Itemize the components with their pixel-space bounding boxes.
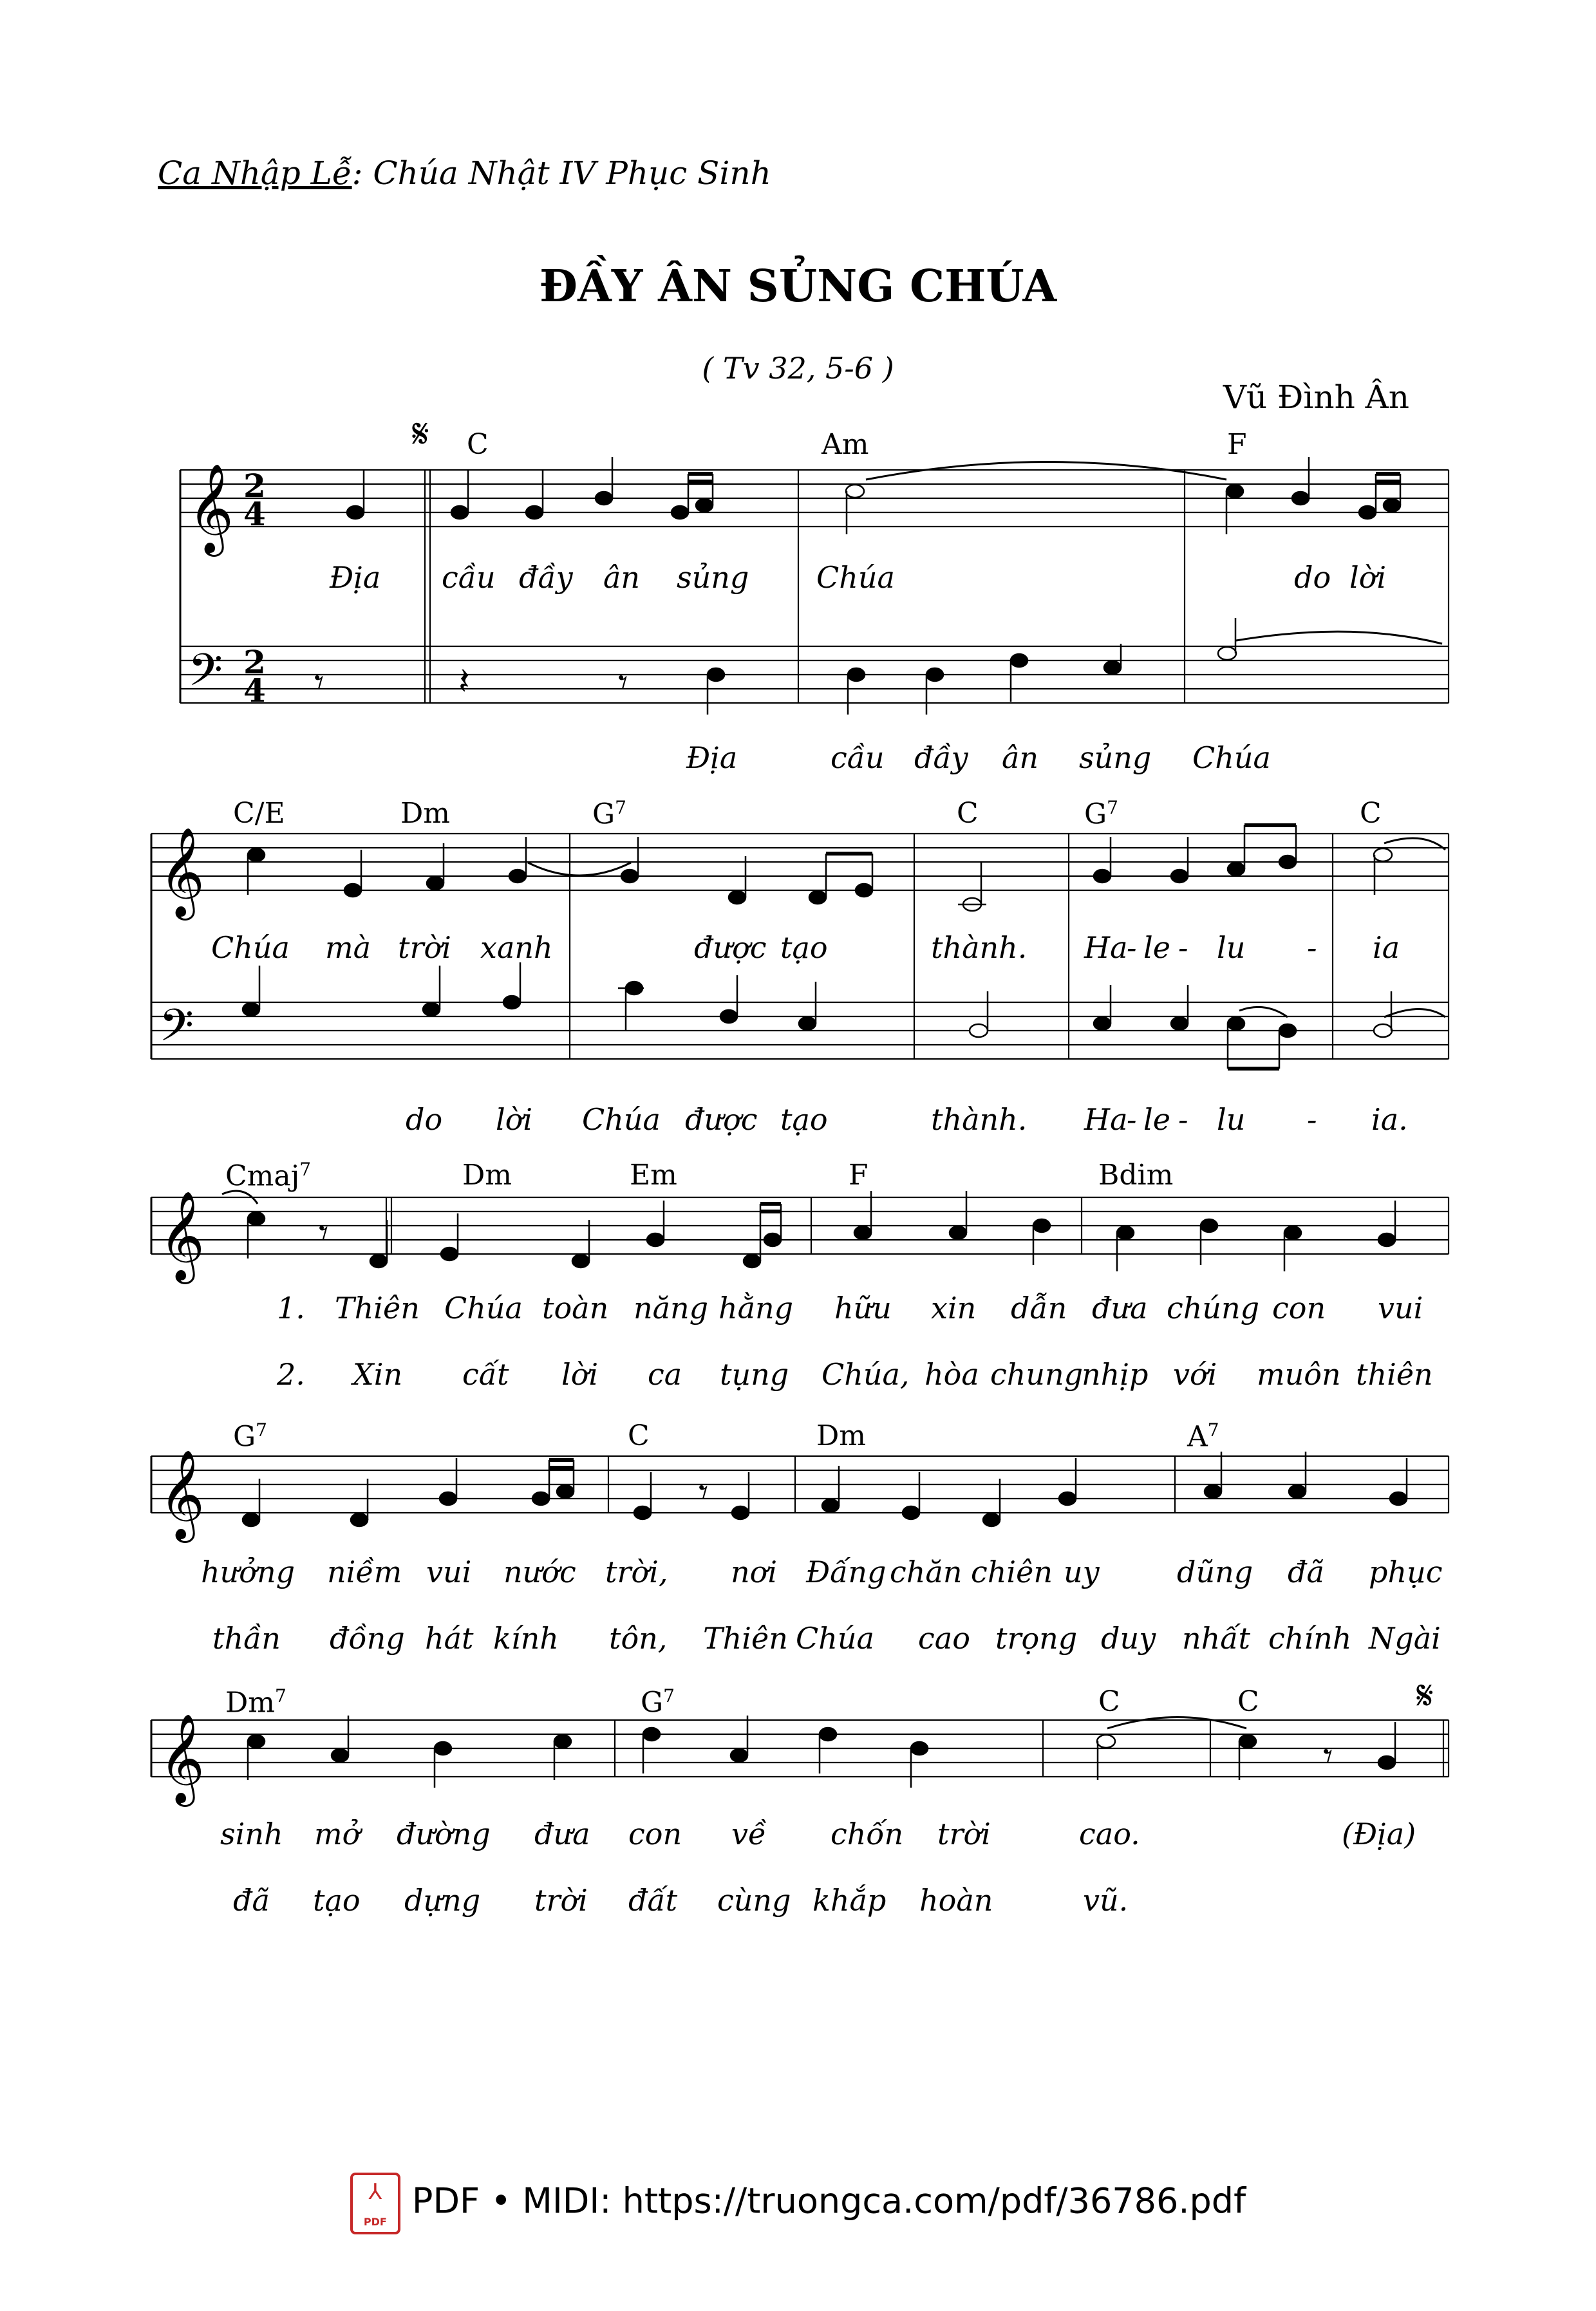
- staff-treble-3: [151, 1197, 1449, 1254]
- lyric: mở: [314, 1817, 361, 1851]
- lyric: ân: [1002, 740, 1039, 775]
- footer-link[interactable]: [0, 2173, 1596, 2234]
- lyric: ia: [1373, 930, 1400, 965]
- lyric: vũ.: [1083, 1883, 1129, 1918]
- bass-notes-system-1: [708, 618, 1236, 715]
- lyric: đồng: [330, 1621, 405, 1656]
- lyric: nước: [503, 1555, 576, 1589]
- lyric: Thiên: [335, 1291, 420, 1325]
- chord-label: Cmaj$^7$: [225, 1159, 312, 1193]
- subtitle-rest: : Chúa Nhật IV Phục Sinh: [352, 154, 771, 192]
- time-sig-bottom: 4: [243, 495, 266, 533]
- chord-label: $G^7$: [1084, 797, 1118, 831]
- lyric: khắp: [812, 1883, 887, 1918]
- lyric: Chúa: [796, 1621, 874, 1656]
- lyric: được: [694, 930, 767, 965]
- lyric: hát: [425, 1621, 474, 1656]
- lyric: tạo: [780, 1102, 828, 1137]
- lyric: Ha: [1084, 930, 1128, 965]
- bass-clef-icon: 𝄢: [188, 644, 223, 707]
- chord-label: C: [628, 1419, 650, 1452]
- lyric: Ngài: [1369, 1621, 1441, 1656]
- lyric: đường: [397, 1817, 491, 1851]
- lyric: niềm: [327, 1555, 402, 1589]
- lyric: Chúa,: [821, 1357, 910, 1392]
- lyric: đất: [628, 1883, 678, 1918]
- bass-clef-icon: 𝄢: [159, 999, 194, 1062]
- lyric: -: [1178, 1102, 1188, 1137]
- lyric: lời: [496, 1102, 533, 1137]
- lyric: hữu: [834, 1291, 892, 1325]
- eighth-rest-icon: 𝄾: [1323, 1734, 1333, 1778]
- lyric: le: [1143, 1102, 1170, 1137]
- lyric: nhịp: [1082, 1357, 1149, 1392]
- chord-label: C: [467, 428, 489, 461]
- lyric: thành.: [931, 930, 1028, 965]
- lyric: đã: [233, 1883, 270, 1918]
- lyric: đưa: [1092, 1291, 1148, 1325]
- psalm-reference: ( Tv 32, 5-6 ): [702, 351, 894, 386]
- lyric: chăn: [890, 1555, 962, 1589]
- lyric: cao: [918, 1621, 970, 1656]
- lyric: duy: [1101, 1621, 1156, 1656]
- staff-treble-4: [151, 1456, 1449, 1513]
- notes-system-1: [347, 457, 1400, 534]
- staff-treble-2: [151, 834, 1449, 890]
- lyric: Chúa: [444, 1291, 523, 1325]
- lyric: thần: [212, 1621, 281, 1656]
- lyric: (Địa): [1342, 1817, 1416, 1851]
- eighth-rest-icon: 𝄾: [314, 660, 324, 704]
- chord-label: C: [957, 797, 979, 830]
- staff-bass-1: [180, 646, 1449, 703]
- quarter-rest-icon: 𝄽: [458, 659, 470, 703]
- lyric: về: [731, 1817, 767, 1851]
- treble-clef-icon: 𝄞: [159, 1714, 205, 1803]
- chord-label: $G^7$: [233, 1419, 267, 1454]
- chord-label: Em: [630, 1159, 677, 1192]
- lyric: -: [1127, 1102, 1137, 1137]
- eighth-rest-icon: 𝄾: [618, 660, 628, 704]
- bass-notes-system-2: [243, 962, 1392, 1069]
- lyric: chính: [1268, 1621, 1352, 1656]
- chord-label: Bdim: [1098, 1159, 1174, 1192]
- time-sig-top: 2: [243, 643, 266, 681]
- lyric: tụng: [720, 1357, 789, 1392]
- lyric: hòa: [925, 1357, 979, 1392]
- lyric: chiên: [971, 1555, 1053, 1589]
- eighth-rest-icon: 𝄾: [319, 1211, 329, 1255]
- lyric: Thiên: [703, 1621, 788, 1656]
- lyric: con: [1272, 1291, 1326, 1325]
- lyric: Xin: [353, 1357, 403, 1392]
- chord-label: C: [1098, 1685, 1120, 1718]
- lyric: cao.: [1079, 1817, 1140, 1851]
- lyric: dẫn: [1011, 1291, 1067, 1325]
- lyric: Chúa: [582, 1102, 661, 1137]
- lyric: Địa: [330, 560, 381, 595]
- lyric: dũng: [1177, 1555, 1253, 1589]
- lyric: trời: [937, 1817, 991, 1851]
- lyric: cầu: [442, 560, 496, 595]
- lyric: sủng: [677, 560, 749, 595]
- lyric: lời: [1349, 560, 1387, 595]
- chord-label: F: [849, 1159, 868, 1192]
- lyric: xanh: [480, 930, 553, 965]
- chord-label: Dm$^7$: [225, 1685, 286, 1719]
- lyric: nhất: [1182, 1621, 1250, 1656]
- lyric: Địa: [686, 740, 738, 775]
- notes-system-3: [248, 1191, 1395, 1271]
- lyric: con: [628, 1817, 682, 1851]
- lyric: le: [1143, 930, 1170, 965]
- lyric: đưa: [534, 1817, 590, 1851]
- chord-label: Dm: [816, 1419, 866, 1452]
- lyric: -: [1307, 1102, 1317, 1137]
- lyric: với: [1173, 1357, 1217, 1392]
- lyric: Đấng: [806, 1555, 887, 1589]
- lyric: đầy: [914, 740, 968, 775]
- lyric: -: [1307, 930, 1317, 965]
- lyric: xin: [931, 1291, 977, 1325]
- lyric: -: [1178, 930, 1188, 965]
- lyric: lu: [1217, 930, 1246, 965]
- lyric: lời: [561, 1357, 599, 1392]
- lyric: do: [406, 1102, 443, 1137]
- lyric: phục: [1369, 1555, 1443, 1589]
- chord-label: $G^7$: [641, 1685, 675, 1719]
- time-sig-top: 2: [243, 467, 266, 505]
- lyric: Ha: [1084, 1102, 1128, 1137]
- treble-clef-icon: 𝄞: [159, 827, 205, 917]
- lyric: đầy: [519, 560, 573, 595]
- lyric: Chúa: [816, 560, 895, 595]
- segno-icon: 𝄋: [412, 410, 429, 457]
- time-sig-bottom: 4: [243, 671, 266, 709]
- chord-label: Am: [821, 428, 869, 461]
- lyric: năng: [634, 1291, 709, 1325]
- lyric: cùng: [717, 1883, 791, 1918]
- footer-text[interactable]: PDF • MIDI: https://truongca.com/pdf/36786.pdf: [411, 2180, 1246, 2222]
- lyric: trọng: [995, 1621, 1078, 1656]
- segno-icon: 𝄋: [1416, 1672, 1434, 1719]
- lyric: sủng: [1079, 740, 1152, 775]
- chord-label: C: [1237, 1685, 1259, 1718]
- lyric: tôn,: [609, 1621, 668, 1656]
- chord-label: F: [1227, 428, 1247, 461]
- lyric: muôn: [1257, 1357, 1341, 1392]
- subtitle-label: Ca Nhập Lễ: [158, 154, 352, 192]
- treble-clef-icon: 𝄞: [159, 1450, 205, 1539]
- lyric: ia.: [1371, 1102, 1408, 1137]
- lyric: do: [1294, 560, 1331, 595]
- lyric: thành.: [931, 1102, 1028, 1137]
- lyric: vui: [426, 1555, 472, 1589]
- lyric: cất: [462, 1357, 509, 1392]
- treble-clef-icon: 𝄞: [159, 1191, 205, 1280]
- staff-treble-5: [151, 1720, 1449, 1777]
- pdf-file-icon: ⅄ PDF: [350, 2173, 400, 2234]
- chord-label: C: [1360, 797, 1382, 830]
- staff-treble-1: [180, 470, 1449, 527]
- lyric: dựng: [404, 1883, 481, 1918]
- notes-system-4: [243, 1452, 1407, 1526]
- lyric: tạo: [780, 930, 828, 965]
- lyric: trời,: [605, 1555, 668, 1589]
- chord-label: $A^7$: [1187, 1419, 1219, 1454]
- lyric: mà: [325, 930, 371, 965]
- lyric: hoàn: [919, 1883, 993, 1918]
- lyric: đã: [1288, 1555, 1324, 1589]
- lyric: trời: [534, 1883, 588, 1918]
- lyric: nơi: [731, 1555, 778, 1589]
- lyric: ca: [648, 1357, 682, 1392]
- lyric: chung: [990, 1357, 1084, 1392]
- chord-label: C/E: [233, 797, 285, 830]
- lyric: 1.: [277, 1291, 305, 1325]
- lyric: thiên: [1356, 1357, 1433, 1392]
- chord-label: Dm: [400, 797, 450, 830]
- lyric: uy: [1064, 1555, 1100, 1589]
- lyric: được: [685, 1102, 758, 1137]
- lyric: sinh: [220, 1817, 283, 1851]
- eighth-rest-icon: 𝄾: [699, 1470, 709, 1514]
- song-title: ĐẦY ÂN SỦNG CHÚA: [539, 261, 1057, 312]
- lyric: 2.: [277, 1357, 305, 1392]
- notes-system-2: [248, 825, 1392, 911]
- lyric: ân: [603, 560, 641, 595]
- composer-name: Vũ Đình Ân: [1223, 379, 1409, 416]
- lyric: Chúa: [211, 930, 290, 965]
- lyric: chốn: [831, 1817, 904, 1851]
- chord-label: $G^7$: [592, 797, 626, 831]
- lyric: toàn: [542, 1291, 609, 1325]
- treble-clef-icon: 𝄞: [188, 463, 234, 553]
- lyric: kính: [493, 1621, 559, 1656]
- lyric: hưởng: [201, 1555, 296, 1589]
- chord-label: Dm: [462, 1159, 512, 1192]
- lyric: cầu: [831, 740, 885, 775]
- lyric: Chúa: [1192, 740, 1271, 775]
- lyric: chúng: [1167, 1291, 1260, 1325]
- lyric: hằng: [718, 1291, 794, 1325]
- lyric: trời: [398, 930, 451, 965]
- lyric: lu: [1217, 1102, 1246, 1137]
- lyric: tạo: [313, 1883, 361, 1918]
- lyric: vui: [1378, 1291, 1423, 1325]
- lyric: -: [1127, 930, 1137, 965]
- staff-bass-2: [151, 1002, 1449, 1059]
